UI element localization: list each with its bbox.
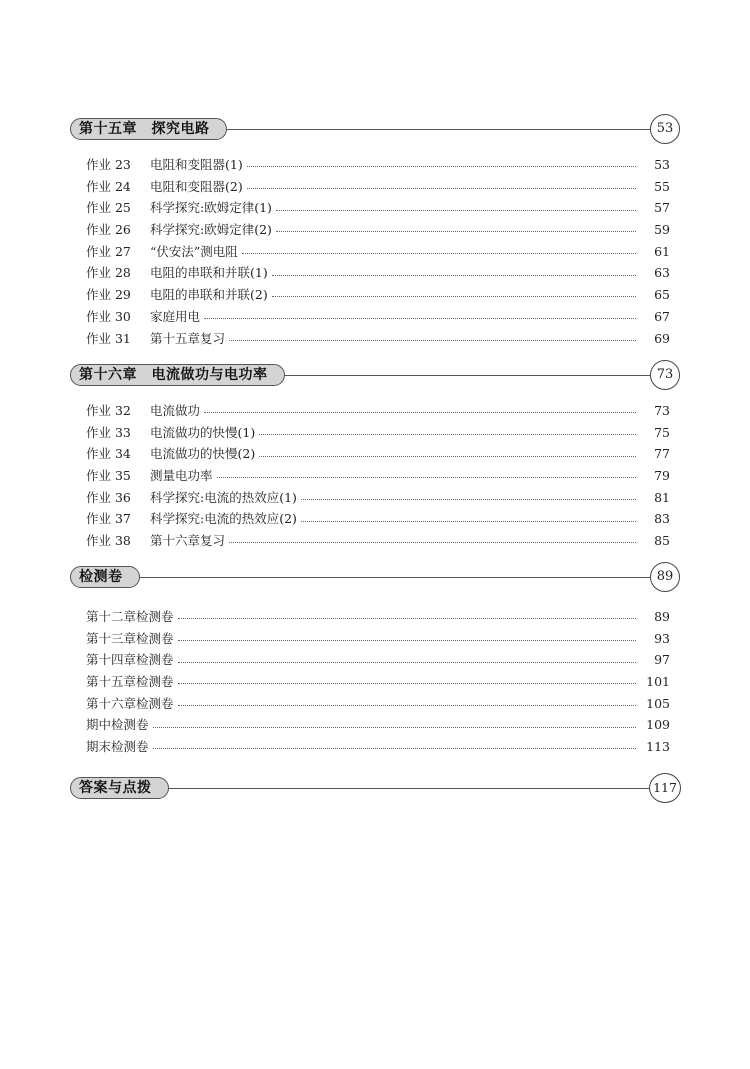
entry-title: 科学探究:电流的热效应(2) <box>150 511 297 527</box>
entry-title: 电流做功的快慢(2) <box>150 446 256 462</box>
dot-leader <box>178 683 636 684</box>
entry-page: 109 <box>646 717 670 733</box>
toc-entry[interactable] <box>70 154 680 176</box>
dot-leader <box>276 210 636 211</box>
entry-title: 电流做功 <box>150 403 201 418</box>
assignment-number: 作业 35 <box>86 468 131 484</box>
entry-title: 第十六章检测卷 <box>86 695 174 711</box>
entry-title: 电流做功的快慢(1) <box>150 424 256 440</box>
header-rule <box>70 577 652 578</box>
entry-title: 电阻和变阻器(1) <box>150 157 243 172</box>
entry-title: 期末检测卷 <box>86 739 149 755</box>
entry-title: 科学探究:电流的热效应(1) <box>150 489 297 505</box>
assignment-number: 作业 32 <box>86 403 131 418</box>
assignment-number: 作业 23 <box>86 157 131 172</box>
toc-entry[interactable] <box>70 262 680 284</box>
assignment-number: 作业 31 <box>86 330 131 346</box>
entry-title: 第十三章检测卷 <box>86 630 174 646</box>
toc-entry[interactable] <box>70 487 680 509</box>
entry-page: 113 <box>646 739 670 755</box>
dot-leader <box>229 542 636 543</box>
entry-page: 53 <box>654 157 670 172</box>
entry-title: “伏安法”测电阻 <box>150 243 238 259</box>
toc-entry[interactable] <box>70 671 680 693</box>
entry-list <box>70 154 680 349</box>
entry-page: 75 <box>654 424 670 440</box>
entry-title: 第十六章复习 <box>150 533 226 549</box>
section-page-badge: 117 <box>649 773 681 803</box>
entry-title: 期中检测卷 <box>86 717 149 733</box>
assignment-number: 作业 36 <box>86 489 131 505</box>
entry-title: 家庭用电 <box>150 308 201 324</box>
entry-page: 55 <box>654 178 670 194</box>
entry-page: 105 <box>646 695 670 711</box>
entry-page: 57 <box>654 200 670 216</box>
toc-entry[interactable] <box>70 400 680 422</box>
dot-leader <box>204 412 636 413</box>
entry-title: 电阻的串联和并联(2) <box>150 287 268 303</box>
assignment-number: 作业 37 <box>86 511 131 527</box>
assignment-number: 作业 33 <box>86 424 131 440</box>
toc-entry[interactable] <box>70 649 680 671</box>
section-header <box>70 116 680 144</box>
entry-title: 测量电功率 <box>150 468 213 484</box>
toc-entry[interactable] <box>70 628 680 650</box>
dot-leader <box>259 434 636 435</box>
dot-leader <box>259 456 636 457</box>
entry-page: 73 <box>654 403 670 418</box>
section-page-badge: 89 <box>650 562 680 592</box>
dot-leader <box>301 521 636 522</box>
toc-entry[interactable] <box>70 422 680 444</box>
entry-page: 77 <box>654 446 670 462</box>
dot-leader <box>178 705 636 706</box>
toc-entry[interactable] <box>70 306 680 328</box>
entry-page: 67 <box>654 308 670 324</box>
dot-leader <box>272 296 636 297</box>
section-header <box>70 564 680 592</box>
section-page-badge: 73 <box>650 360 680 390</box>
assignment-number: 作业 30 <box>86 308 131 324</box>
section-title: 第十六章 电流做功与电功率 <box>70 364 285 386</box>
entry-page: 63 <box>654 265 670 281</box>
entry-list <box>70 606 680 758</box>
toc-entry[interactable] <box>70 197 680 219</box>
section-page-badge: 53 <box>650 114 680 144</box>
toc-entry[interactable] <box>70 176 680 198</box>
toc-entry[interactable] <box>70 241 680 263</box>
section-header <box>70 775 680 803</box>
dot-leader <box>153 727 636 728</box>
dot-leader <box>247 166 636 167</box>
dot-leader <box>272 275 636 276</box>
toc-entry[interactable] <box>70 714 680 736</box>
assignment-number: 作业 25 <box>86 200 131 216</box>
dot-leader <box>204 318 636 319</box>
entry-page: 59 <box>654 222 670 238</box>
entry-page: 101 <box>646 674 670 690</box>
entry-title: 第十二章检测卷 <box>86 609 174 624</box>
dot-leader <box>276 231 636 232</box>
entry-page: 85 <box>654 533 670 549</box>
toc-entry[interactable] <box>70 284 680 306</box>
entry-page: 83 <box>654 511 670 527</box>
entry-title: 第十四章检测卷 <box>86 652 174 668</box>
entry-title: 科学探究:欧姆定律(2) <box>150 222 272 238</box>
section-answers[interactable] <box>70 775 680 803</box>
section-chapter-16 <box>70 362 680 552</box>
toc-entry[interactable] <box>70 443 680 465</box>
entry-title: 第十五章复习 <box>150 330 226 346</box>
dot-leader <box>153 748 636 749</box>
toc-entry[interactable] <box>70 693 680 715</box>
entry-page: 81 <box>654 489 670 505</box>
dot-leader <box>242 253 636 254</box>
dot-leader <box>178 662 636 663</box>
dot-leader <box>229 340 636 341</box>
entry-page: 97 <box>654 652 670 668</box>
toc-entry[interactable] <box>70 530 680 552</box>
toc-entry[interactable] <box>70 219 680 241</box>
entry-title: 电阻的串联和并联(1) <box>150 265 268 281</box>
toc-entry[interactable] <box>70 736 680 758</box>
section-title: 第十五章 探究电路 <box>70 118 227 140</box>
dot-leader <box>217 477 636 478</box>
toc-entry[interactable] <box>70 328 680 350</box>
entry-title: 电阻和变阻器(2) <box>150 178 243 194</box>
section-title: 答案与点拨 <box>70 777 169 799</box>
assignment-number: 作业 27 <box>86 243 131 259</box>
toc-entry[interactable] <box>70 606 680 628</box>
assignment-number: 作业 38 <box>86 533 131 549</box>
section-tests <box>70 564 680 758</box>
entry-page: 61 <box>654 243 670 259</box>
assignment-number: 作业 24 <box>86 178 131 194</box>
dot-leader <box>247 188 636 189</box>
entry-page: 89 <box>654 609 670 624</box>
assignment-number: 作业 34 <box>86 446 131 462</box>
assignment-number: 作业 26 <box>86 222 131 238</box>
assignment-number: 作业 28 <box>86 265 131 281</box>
dot-leader <box>178 618 636 619</box>
entry-title: 第十五章检测卷 <box>86 674 174 690</box>
dot-leader <box>178 640 636 641</box>
entry-page: 69 <box>654 330 670 346</box>
assignment-number: 作业 29 <box>86 287 131 303</box>
entry-page: 93 <box>654 630 670 646</box>
section-chapter-15 <box>70 116 680 349</box>
dot-leader <box>301 499 636 500</box>
entry-list <box>70 400 680 552</box>
section-title: 检测卷 <box>70 566 140 588</box>
toc-entry[interactable] <box>70 465 680 487</box>
toc-entry[interactable] <box>70 508 680 530</box>
section-header <box>70 362 680 390</box>
entry-title: 科学探究:欧姆定律(1) <box>150 200 272 216</box>
entry-page: 79 <box>654 468 670 484</box>
entry-page: 65 <box>654 287 670 303</box>
